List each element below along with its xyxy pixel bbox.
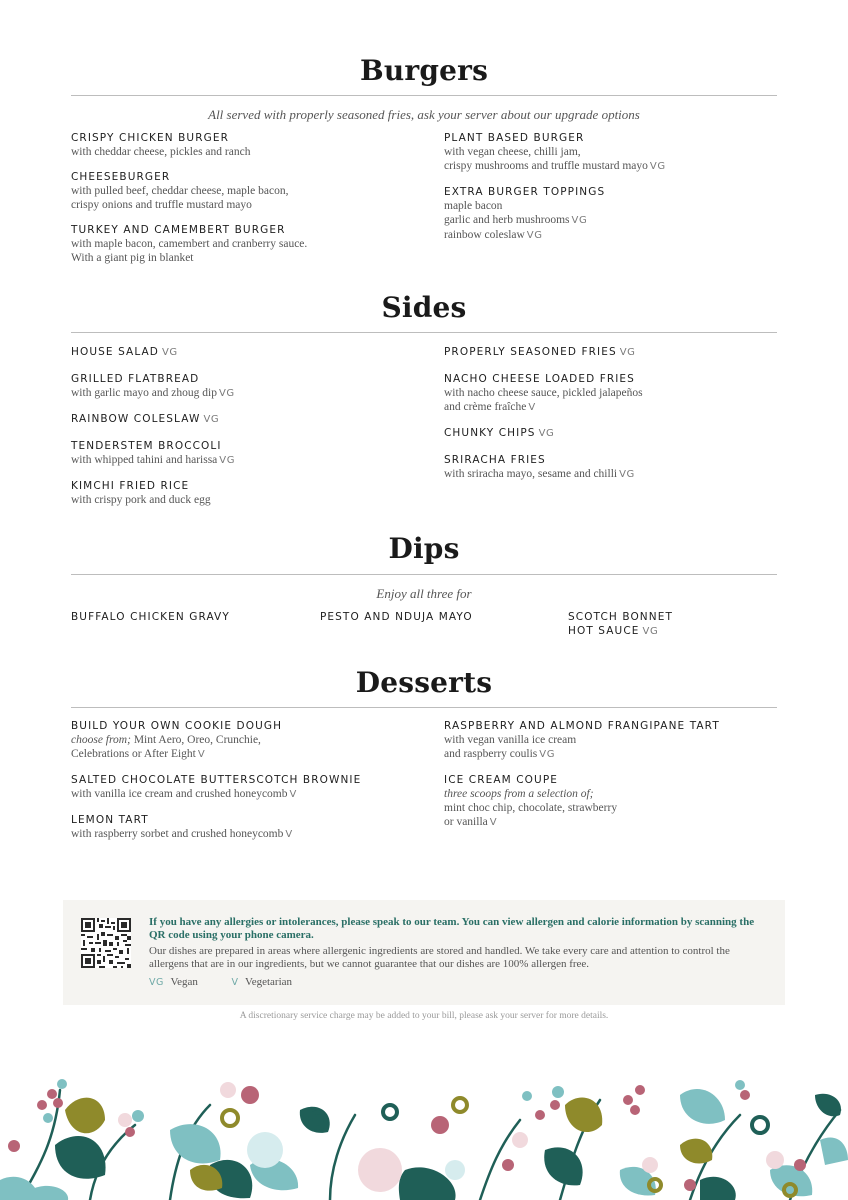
item-name: SALTED CHOCOLATE BUTTERSCOTCH BROWNIE <box>71 774 362 786</box>
burgers-right-column <box>444 131 784 254</box>
dietary-tag: VG <box>161 347 178 358</box>
item-choose: three scoops from a selection of; <box>444 788 594 800</box>
burgers-title: Burgers <box>359 54 489 87</box>
menu-item <box>71 170 411 212</box>
dips-subtitle: Enjoy all three for <box>376 586 472 601</box>
dip-item <box>568 610 673 639</box>
item-desc: and crème fraîche <box>444 401 527 413</box>
dip-name: HOT SAUCE <box>568 625 640 637</box>
item-name: NACHO CHEESE LOADED FRIES <box>444 373 635 385</box>
dietary-tag: VG <box>619 347 636 358</box>
menu-item <box>444 131 784 174</box>
item-name: RAINBOW COLESLAW <box>71 413 201 425</box>
menu-item <box>71 439 411 468</box>
item-desc: and raspberry coulis <box>444 748 538 760</box>
menu-item <box>71 372 411 401</box>
item-desc: mint choc chip, chocolate, strawberry <box>444 802 618 814</box>
item-desc: Celebrations or After Eight <box>71 748 196 760</box>
menu-item <box>444 773 784 830</box>
legend-code: VG <box>149 977 164 988</box>
dietary-tag: VG <box>219 455 236 466</box>
dietary-tag: VG <box>203 414 220 425</box>
item-name: HOUSE SALAD <box>71 346 159 358</box>
legend-label: Vegan <box>170 976 198 988</box>
item-desc: with pulled beef, cheddar cheese, maple bacon, <box>71 185 289 197</box>
item-desc: with vegan cheese, chilli jam, <box>444 146 581 158</box>
topping-text: garlic and herb mushrooms <box>444 214 570 226</box>
item-desc: crispy onions and truffle mustard mayo <box>71 199 252 211</box>
allergen-body: Our dishes are prepared in areas where allergenic ingredients are stored and handled. We take every care and attention to control the allergens that are in our ingredients, but we cannot guarantee that our dishes are 100% allergen free. <box>149 945 730 970</box>
item-name: RASPBERRY AND ALMOND FRANGIPANE TART <box>444 720 720 732</box>
desserts-left-column <box>71 719 421 853</box>
item-name: PLANT BASED BURGER <box>444 132 585 144</box>
menu-item <box>71 773 421 802</box>
topping-line <box>444 228 784 243</box>
dips-divider <box>71 574 777 575</box>
item-desc-text: crispy mushrooms and truffle mustard mayo <box>444 160 648 172</box>
dietary-legend <box>149 976 296 988</box>
qr-code-icon[interactable] <box>81 918 131 968</box>
item-name: LEMON TART <box>71 814 149 826</box>
item-name: BUILD YOUR OWN COOKIE DOUGH <box>71 720 283 732</box>
menu-item <box>71 412 411 427</box>
dietary-tag: VG <box>526 230 543 241</box>
menu-item <box>444 719 784 762</box>
item-desc: with maple bacon, camembert and cranberry sauce. <box>71 238 308 250</box>
dietary-tag: VG <box>539 749 556 760</box>
dip-item: BUFFALO CHICKEN GRAVY <box>71 611 230 623</box>
legend-label: Vegetarian <box>245 976 293 988</box>
item-name: EXTRA BURGER TOPPINGS <box>444 186 606 198</box>
dip-name: SCOTCH BONNET <box>568 611 673 623</box>
item-name: CHUNKY CHIPS <box>444 427 536 439</box>
sides-title: Sides <box>381 291 467 324</box>
desserts-title: Desserts <box>355 666 493 699</box>
item-name: KIMCHI FRIED RICE <box>71 480 190 492</box>
desserts-right-column <box>444 719 784 841</box>
burgers-subtitle: All served with properly seasoned fries, ask your server about our upgrade options <box>208 107 640 122</box>
dietary-tag: V <box>528 402 536 413</box>
menu-item <box>71 479 411 507</box>
dietary-tag: VG <box>218 388 235 399</box>
item-name: CHEESEBURGER <box>71 171 171 183</box>
dietary-tag: VG <box>642 626 659 637</box>
menu-item <box>444 453 784 482</box>
item-desc <box>444 159 784 174</box>
item-name: CRISPY CHICKEN BURGER <box>71 132 229 144</box>
dip-item: PESTO AND NDUJA MAYO <box>320 611 473 623</box>
sides-right-column <box>444 345 784 493</box>
item-desc: With a giant pig in blanket <box>71 252 194 264</box>
dietary-tag: VG <box>571 215 588 226</box>
item-desc: or vanilla <box>444 816 488 828</box>
burgers-left-column <box>71 131 411 276</box>
burgers-divider <box>71 95 777 96</box>
item-name: PROPERLY SEASONED FRIES <box>444 346 617 358</box>
dietary-tag: V <box>489 817 498 828</box>
legend-code: V <box>231 977 239 988</box>
menu-item <box>444 345 784 360</box>
menu-item <box>71 813 421 842</box>
topping-line: maple bacon <box>444 200 503 212</box>
dietary-tag: VG <box>649 161 666 172</box>
dietary-tag: V <box>285 829 293 840</box>
item-desc: with vegan vanilla ice cream <box>444 734 577 746</box>
topping-line <box>444 213 784 228</box>
item-desc: with sriracha mayo, sesame and chilli <box>444 468 618 480</box>
desserts-divider <box>71 707 777 708</box>
dietary-tag: VG <box>538 428 555 439</box>
menu-item <box>71 131 411 159</box>
dietary-tag: V <box>197 749 206 760</box>
menu-item <box>71 223 411 265</box>
service-charge-note: A discretionary service charge may be added to your bill, please ask your server for more details. <box>239 1011 609 1021</box>
item-name: TURKEY AND CAMEMBERT BURGER <box>71 224 286 236</box>
item-desc: with vanilla ice cream and crushed honeycomb <box>71 788 288 800</box>
topping-text: rainbow coleslaw <box>444 229 525 241</box>
item-name: ICE CREAM COUPE <box>444 774 558 786</box>
menu-item <box>444 372 784 415</box>
allergen-info-box <box>63 900 785 1005</box>
sides-divider <box>71 332 777 333</box>
dietary-tag: V <box>289 789 297 800</box>
item-desc: with nacho cheese sauce, pickled jalapeños <box>444 387 643 399</box>
allergen-heading: If you have any allergies or intolerances, please speak to our team. You can view allergen and calorie information by scanning the QR code using your phone camera. <box>149 916 755 941</box>
sides-left-column <box>71 345 411 518</box>
menu-item <box>71 345 411 360</box>
item-desc: Mint Aero, Oreo, Crunchie, <box>133 734 261 746</box>
item-desc: with raspberry sorbet and crushed honeycomb <box>71 828 284 840</box>
item-desc: with cheddar cheese, pickles and ranch <box>71 146 251 158</box>
item-name: TENDERSTEM BROCCOLI <box>71 440 222 452</box>
dips-title: Dips <box>388 532 460 565</box>
item-choose: choose from; <box>71 734 131 746</box>
menu-item <box>444 185 784 243</box>
item-name: SRIRACHA FRIES <box>444 454 546 466</box>
floral-border-illustration <box>0 1070 848 1200</box>
item-desc: with crispy pork and duck egg <box>71 494 211 506</box>
menu-item <box>71 719 421 762</box>
item-desc: with garlic mayo and zhoug dip <box>71 387 217 399</box>
item-name: GRILLED FLATBREAD <box>71 373 200 385</box>
menu-item <box>444 426 784 441</box>
dietary-tag: VG <box>619 469 635 480</box>
item-desc: with whipped tahini and harissa <box>71 454 218 466</box>
